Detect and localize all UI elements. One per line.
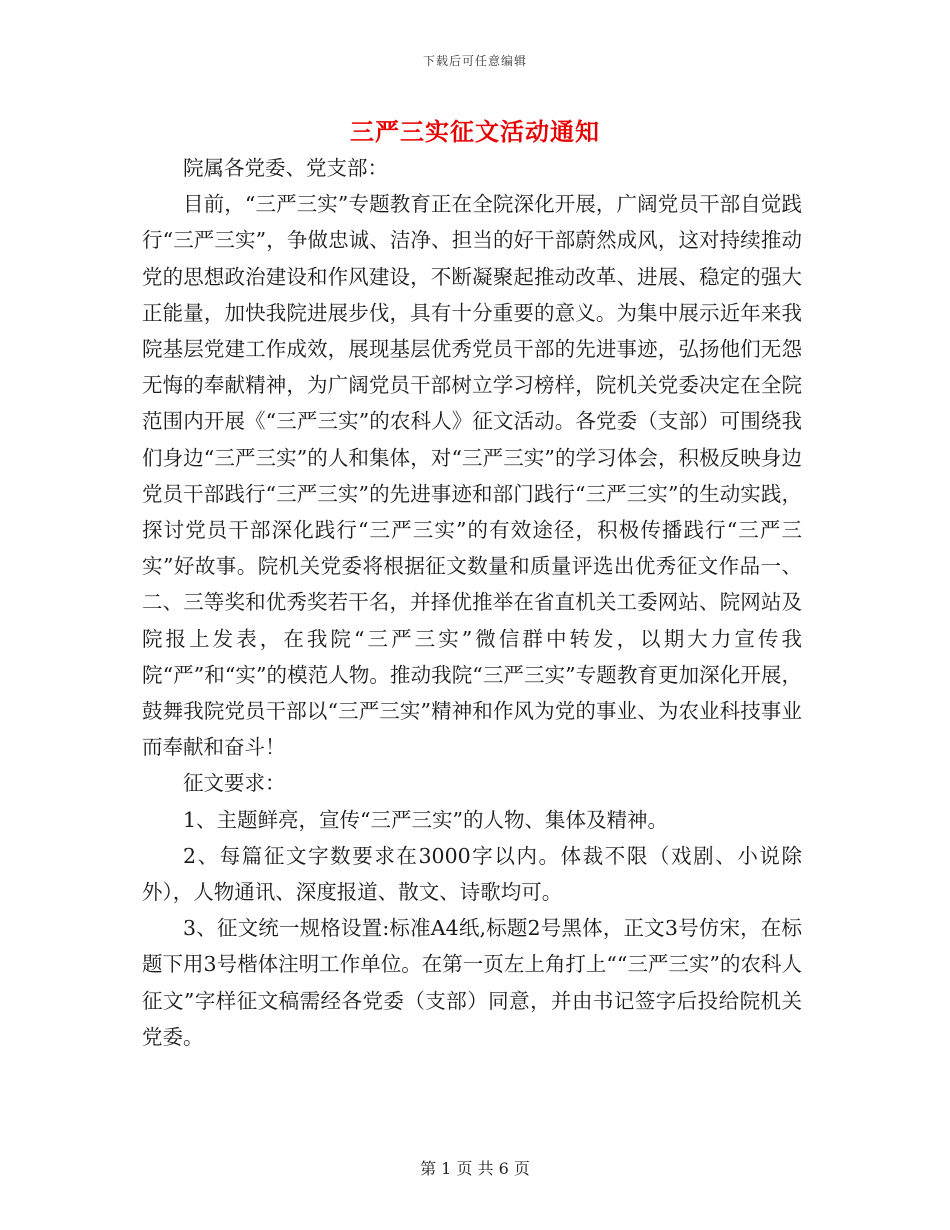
requirement-item-3: 3、征文统一规格设置:标准A4纸,标题2号黑体，正文3号仿宋，在标题下用3号楷体注明工作单位。在第一页左上角打上““三严三实”的农科人征文”字样征文稿需经各党委（支部）同意，并由书记签字后投给院机关党委。 bbox=[142, 916, 802, 1049]
salutation: 院属各党委、党支部： bbox=[183, 156, 388, 180]
requirement-item-1: 1、主题鲜亮，宣传“三严三实”的人物、集体及精神。 bbox=[183, 807, 669, 832]
document-body bbox=[142, 150, 802, 1055]
requirement-item-2: 2、每篇征文字数要求在3000字以内。体裁不限（戏剧、小说除外），人物通讯、深度报道、散文、诗歌均可。 bbox=[142, 843, 802, 905]
page-number-footer: 第 1 页 共 6 页 bbox=[420, 1159, 530, 1178]
page-header-note: 下载后可任意编辑 bbox=[422, 54, 527, 68]
requirements-heading: 征文要求： bbox=[183, 771, 286, 796]
body-paragraph-1: 目前，“三严三实”专题教育正在全院深化开展，广阔党员干部自觉践行“三严三实”，争做忠诚、洁净、担当的好干部蔚然成风，这对持续推动党的思想政治建设和作风建设，不断凝聚起推动改革、进展、稳定的强大正能量，加快我院进展步伐，具有十分重要的意义。为集中展示近年来我院基层党建工作成效，展现基层优秀党员干部的先进事迹，弘扬他们无怨无悔的奉献精神，为广阔党员干部树立学习榜样，院机关党委决定在全院范围内开展《“三严三实”的农科人》征文活动。各党委（支部）可围绕我们身边“三严三实”的人和集体，对“三严三实”的学习体会，积极反映身边党员干部践行“三严三实”的先进事迹和部门践行“三严三实”的生动实践，探讨党员干部深化践行“三严三实”的有效途径，积极传播践行“三严三实”好故事。院机关党委将根据征文数量和质量评选出优秀征文作品一、二、三等奖和优秀奖若干名，并择优推举在省直机关工委网站、院网站及院报上发表，在我院“三严三实”微信群中转发，以期大力宣传我院“严”和“实”的模范人物。推动我院“三严三实”专题教育更加深化开展，鼓舞我院党员干部以“三严三实”精神和作风为党的事业、为农业科技事业而奉献和奋斗！ bbox=[142, 192, 802, 760]
document-title: 三严三实征文活动通知 bbox=[350, 118, 600, 146]
